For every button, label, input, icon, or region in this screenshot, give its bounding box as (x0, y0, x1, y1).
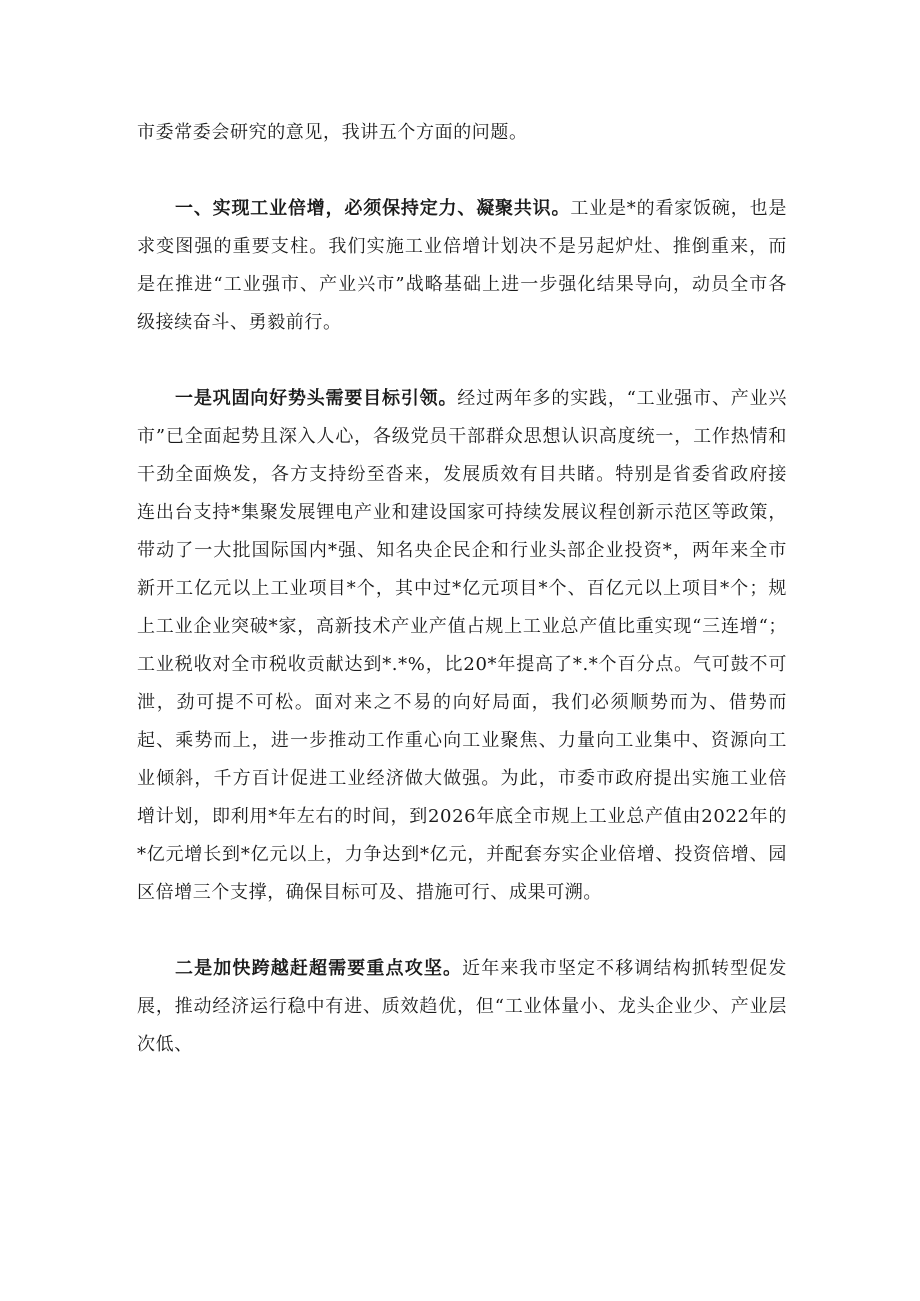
paragraph-text: 近年来我市坚定不移调结构抓转型促发展，推动经济运行稳中有进、质效趋优，但“工业体量小、龙头企业少、产业层次低、 (137, 958, 788, 1055)
section-one-paragraph (137, 190, 787, 342)
point-two-paragraph (137, 950, 787, 1064)
paragraph-gap (137, 342, 787, 380)
paragraph-text: 经过两年多的实践，“工业强市、产业兴市”已全面起势且深入人心，各级党员干部群众思想认识高度统一，工作热情和干劲全面焕发，各方支持纷至沓来，发展质效有目共睹。特别是省委省政府接连出台支持*集聚发展锂电产业和建设国家可持续发展议程创新示范区等政策，带动了一大批国际国内*强、知名央企民企和行业头部企业投资*，两年来全市新开工亿元以上工业项目*个，其中过*亿元项目*个、百亿元以上项目*个；规上工业企业突破*家，高新技术产业产值占规上工业总产值比重实现“三连增“；工业税收对全市税收贡献达到*.*%，比20*年提高了*.*个百分点。气可鼓不可泄，劲可提不可松。面对来之不易的向好局面，我们必须顺势而为、借势而起、乘势而上，进一步推动工作重心向工业聚焦、力量向工业集中、资源向工业倾斜，千方百计促进工业经济做大做强。为此，市委市政府提出实施工业倍增计划，即利用*年左右的时间，到2026年底全市规上工业总产值由2022年的*亿元增长到*亿元以上，力争达到*亿元，并配套夯实企业倍增、投资倍增、园区倍增三个支撑，确保目标可及、措施可行、成果可溯。 (137, 388, 787, 903)
point-heading: 二是加快跨越赶超需要重点攻坚。 (175, 958, 463, 979)
paragraph-text: 工业是*的看家饭碗，也是求变图强的重要支柱。我们实施工业倍增计划决不是另起炉灶、推倒重来，而是在推进“工业强市、产业兴市”战略基础上进一步强化结果导向，动员全市各级接续奋斗、勇毅前行。 (137, 198, 787, 333)
paragraph-gap (137, 912, 787, 950)
point-heading: 一是巩固向好势头需要目标引领。 (175, 388, 458, 409)
paragraph-text: 市委常委会研究的意见，我讲五个方面的问题。 (137, 122, 528, 143)
intro-paragraph (137, 114, 787, 152)
point-one-paragraph (137, 380, 787, 912)
paragraph-gap (137, 152, 787, 190)
section-heading: 一、实现工业倍增，必须保持定力、凝聚共识。 (175, 198, 571, 219)
